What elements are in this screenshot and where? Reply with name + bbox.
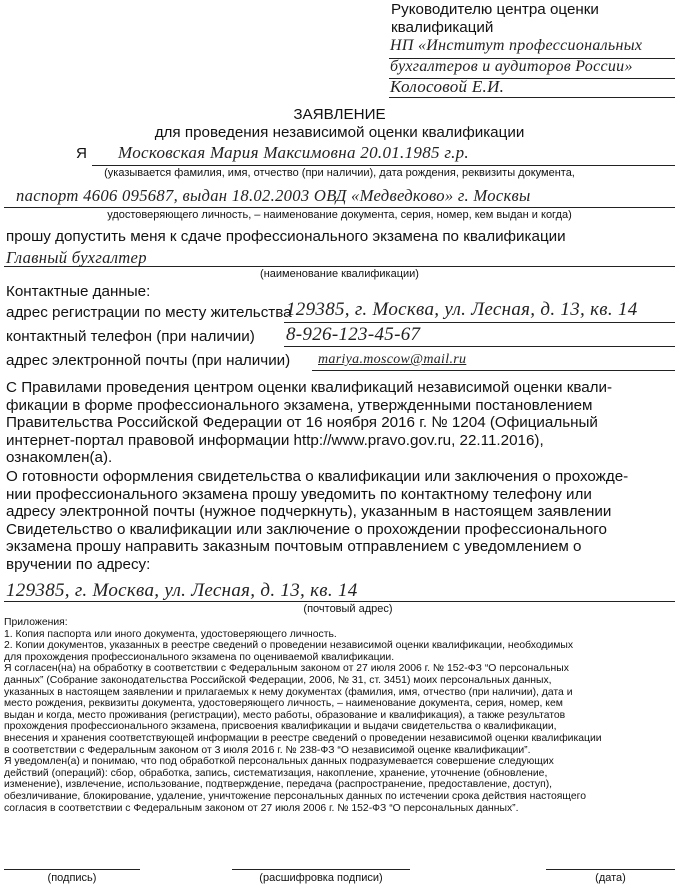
qualification-line (4, 266, 675, 267)
rules-line: С Правилами проведения центром оценки квалификаций независимой оценки квали- (6, 379, 613, 396)
contacts-heading: Контактные данные: (6, 283, 151, 300)
address-value: 129385, г. Москва, ул. Лесная, д. 13, кв. 14 (286, 299, 638, 320)
recipient-line-2: квалификаций (391, 19, 494, 36)
rules-paragraph (6, 379, 612, 467)
rules-line: Правительства Российской Федерации от 16 ноября 2016 г. № 1204 (Официальный (6, 414, 598, 432)
rules-line: ознакомлен(а). (6, 449, 113, 467)
consent-line: данных” (Собрание законодательства Российской Федерации, 2006, № 31, ст. 3451) моих персональных данных, (4, 674, 552, 686)
document-title: ЗАЯВЛЕНИЕ (293, 106, 386, 123)
document-subtitle: для проведения независимой оценки квалификации (154, 124, 525, 141)
transcript-line (232, 869, 410, 870)
consent-line: Я уведомлен(а) и понимаю, что под обработкой персональных данных подразумевается совершение следующих (4, 756, 554, 768)
email-line (312, 370, 675, 371)
org-underline-3 (389, 97, 675, 98)
applicant-name-line (92, 165, 675, 166)
passport-caption: удостоверяющего личность, – наименование документа, серия, номер, кем выдан и когда) (107, 209, 572, 221)
passport-value: паспорт 4606 095687, выдан 18.02.2003 ОВД «Медведково» г. Москвы (16, 186, 531, 205)
consent-line: в соответствии с Федеральным законом от 3 июля 2016 г. № 238-ФЗ “О независимой оценке квалификации”. (4, 744, 531, 756)
attachment-item: для прохождения профессионального экзамена по оцениваемой квалификации. (4, 651, 395, 663)
recipient-line-1: Руководителю центра оценки (391, 1, 599, 18)
notify-line: О готовности оформления свидетельства о квалификации или заключения о прохожде- (6, 468, 629, 485)
address-line (284, 322, 675, 323)
date-caption: (дата) (595, 872, 626, 884)
organization-line-1: НП «Институт профессиональных (390, 37, 643, 54)
qualification-value: Главный бухгалтер (6, 248, 147, 267)
applicant-name-value: Московская Мария Максимовна 20.01.1985 г.р. (118, 143, 469, 162)
attachment-item: 2. Копии документов, указанных в реестре сведений о проведении независимой оценки квалификации, необходимых (4, 640, 574, 652)
notify-line: вручении по адресу: (6, 555, 151, 573)
email-value: mariya.moscow@mail.ru (318, 352, 467, 367)
applicant-prefix: Я (76, 145, 87, 162)
consent-line: прохождения профессионального экзамена, присвоения квалификации и выдачи свидетельства о квалификации, (4, 721, 557, 733)
notify-line: Свидетельство о квалификации или заключение о прохождении профессионального (6, 520, 607, 538)
consent-line: Я согласен(на) на обработку в соответствии с Федеральным законом от 27 июля 2006 г. № 152-ФЗ “О персональных (4, 663, 569, 675)
transcript-caption: (расшифровка подписи) (259, 872, 383, 884)
rules-line: интернет-портал правовой информации http://www.pravo.gov.ru, 22.11.2016), (6, 431, 544, 449)
qualification-caption: (наименование квалификации) (260, 268, 419, 280)
notify-line: адресу электронной почты (нужное подчеркнуть), указанным в настоящем заявлении (6, 503, 612, 521)
signature-line (4, 869, 140, 870)
passport-line (4, 207, 675, 208)
attachment-item: 1. Копия паспорта или иного документа, удостоверяющего личность. (4, 628, 337, 640)
consent-line: изменение), извлечение, использование, подтверждение, передача (распространение, предоставление, доступ), (4, 779, 553, 791)
address-label: адрес регистрации по месту жительства (6, 304, 292, 321)
phone-label: контактный телефон (при наличии) (6, 328, 255, 345)
notify-line: нии профессионального экзамена прошу уведомить по контактному телефону или (6, 485, 592, 503)
postal-address-value: 129385, г. Москва, ул. Лесная, д. 13, кв. 14 (6, 580, 358, 601)
request-text: прошу допустить меня к сдаче профессионального экзамена по квалификации (6, 228, 566, 245)
consent-line: выдан и когда, место проживания (регистрации), место работы, образование и квалификация), а также результатов (4, 709, 566, 721)
consent-line: внесения и хранения соответствующей информации в реестре сведений о проведении независимой оценки квалификации (4, 732, 602, 744)
phone-line (284, 346, 675, 347)
postal-address-caption: (почтовый адрес) (303, 603, 393, 615)
notify-paragraph (6, 468, 628, 574)
consent-line: обезличивание, блокирование, удаление, уничтожение персональных данных по истечении срока действия настоящего (4, 790, 586, 802)
organization-line-3: Колосовой Е.И. (390, 77, 505, 96)
consent-line: согласия в соответствии с Федеральным законом от 27 июля 2006 г. № 152-ФЗ “О персональных данных”. (4, 802, 519, 814)
consent-line: место рождения, реквизиты документа, удостоверяющего личность, – наименование документа, серия, номер, кем (4, 698, 563, 710)
consent-line: действий (операций): сбор, обработка, запись, систематизация, накопление, хранение, уточнение (обновление, (4, 767, 548, 779)
attachments-block (4, 617, 602, 814)
phone-value: 8-926-123-45-67 (286, 324, 421, 345)
signature-caption: (подпись) (47, 872, 97, 884)
applicant-name-caption: (указывается фамилия, имя, отчество (при наличии), дата рождения, реквизиты документа, (104, 167, 575, 179)
date-line (546, 869, 675, 870)
organization-line-2: бухгалтеров и аудиторов России» (390, 58, 633, 75)
attachments-heading: Приложения: (4, 617, 68, 628)
consent-line: указанных в настоящем заявлении и прилагаемых к нему документах (фамилия, имя, отчество (при наличии), дата и (4, 686, 573, 698)
notify-line: экзамена прошу направить заказным почтовым отправлением с уведомлением о (6, 538, 582, 556)
rules-line: фикации в форме профессионального экзамена, утвержденными постановлением (6, 396, 593, 414)
email-label: адрес электронной почты (при наличии) (6, 352, 291, 369)
postal-address-line (4, 601, 675, 602)
